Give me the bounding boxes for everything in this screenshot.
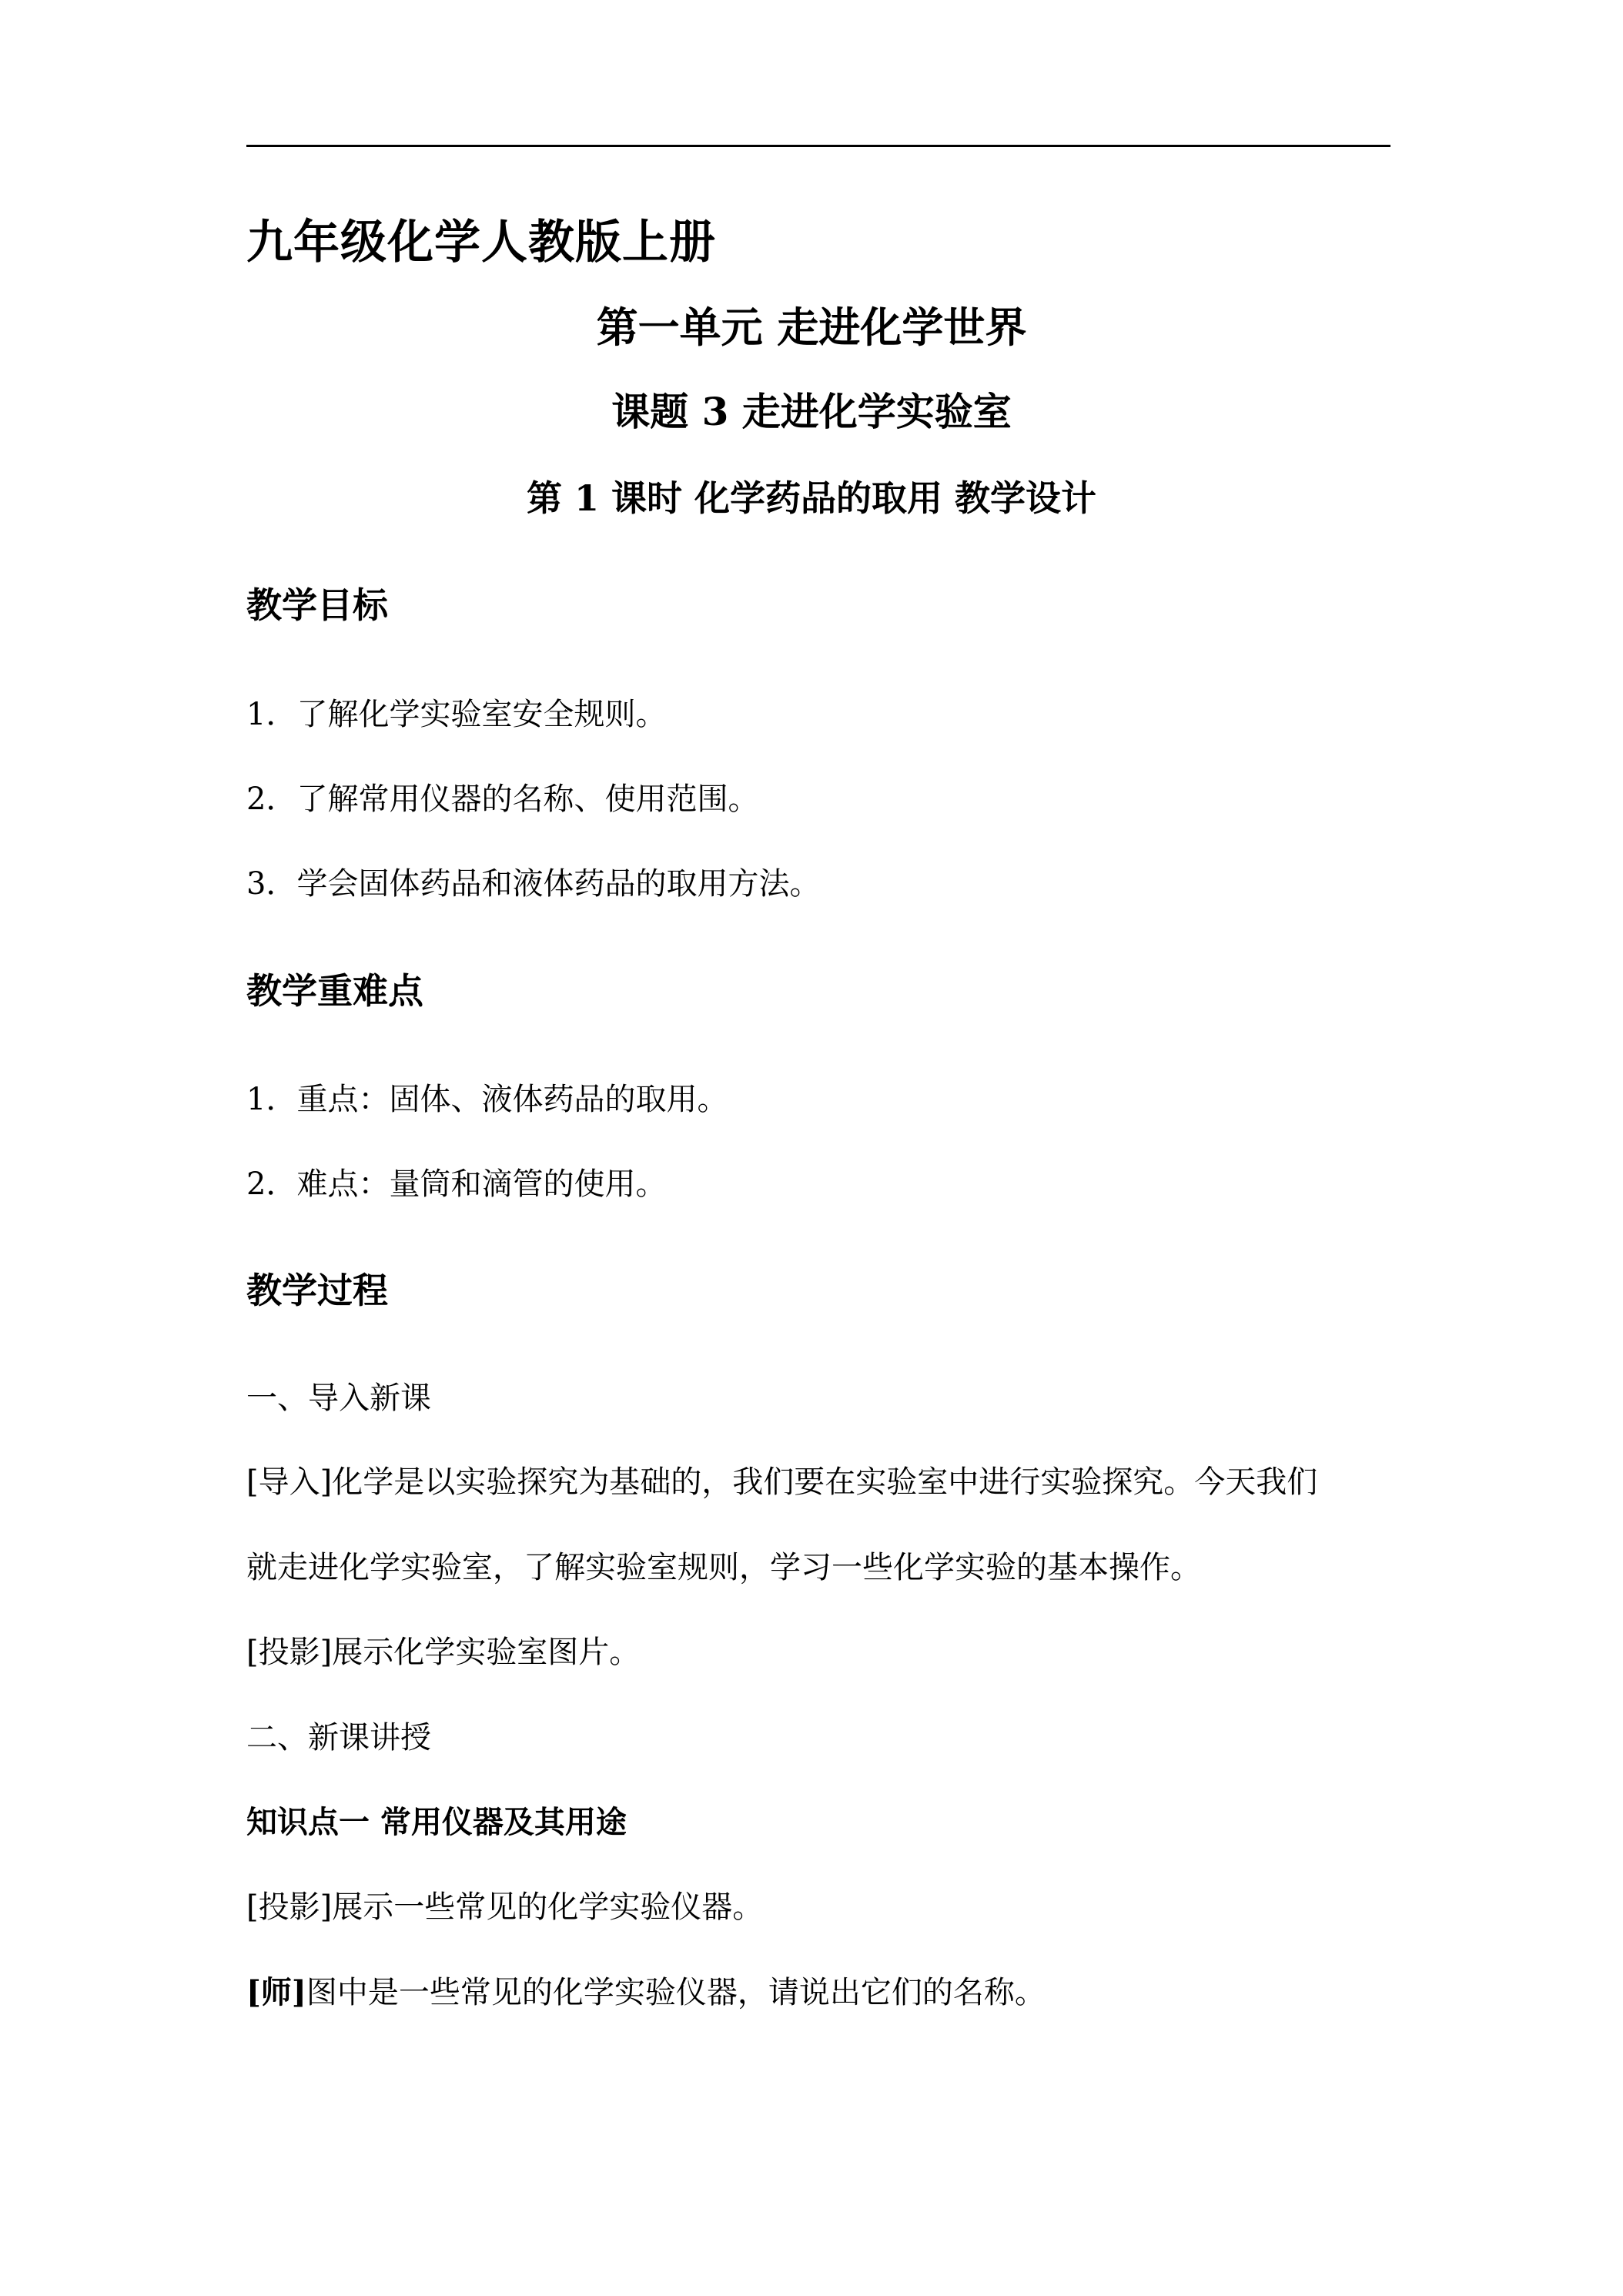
process-part2-title: 二、新课讲授 [246, 1720, 431, 1755]
objective-item-2: 2．了解常用仪器的名称、使用范围。 [246, 782, 759, 817]
intro-line-2: 就走进化学实验室，了解实验室规则，学习一些化学实验的基本操作。 [246, 1550, 1201, 1585]
knowledge-point-1-title: 知识点一 常用仪器及其用途 [246, 1804, 627, 1840]
header-rule [246, 145, 1390, 147]
objective-item-3: 3．学会固体药品和液体药品的取用方法。 [246, 866, 821, 902]
projection-line-1: [投影]展示化学实验室图片。 [246, 1635, 641, 1670]
intro-line-1: [导入]化学是以实验探究为基础的，我们要在实验室中进行实验探究。今天我们 [246, 1464, 1318, 1500]
lesson-title: 课题 3 走进化学实验室 [611, 389, 1012, 434]
key-points-heading: 教学重难点 [246, 970, 423, 1012]
unit-title: 第一单元 走进化学世界 [596, 303, 1027, 352]
objectives-heading: 教学目标 [246, 584, 388, 626]
period-title: 第 1 课时 化学药品的取用 教学设计 [526, 477, 1097, 519]
key-point-item-1: 1．重点：固体、液体药品的取用。 [246, 1082, 728, 1117]
key-point-item-2: 2．难点：量筒和滴管的使用。 [246, 1166, 667, 1202]
projection-line-2: [投影]展示一些常见的化学实验仪器。 [246, 1889, 764, 1925]
teacher-tag: [师] [246, 1974, 306, 2010]
teacher-line [246, 1974, 1046, 2010]
teacher-line-text: 图中是一些常见的化学实验仪器，请说出它们的名称。 [306, 1975, 1046, 2010]
process-part1-title: 一、导入新课 [246, 1381, 431, 1416]
objective-item-1: 1．了解化学实验室安全规则。 [246, 697, 667, 732]
process-heading: 教学过程 [246, 1270, 388, 1311]
book-title: 九年级化学人教版上册 [246, 216, 716, 269]
